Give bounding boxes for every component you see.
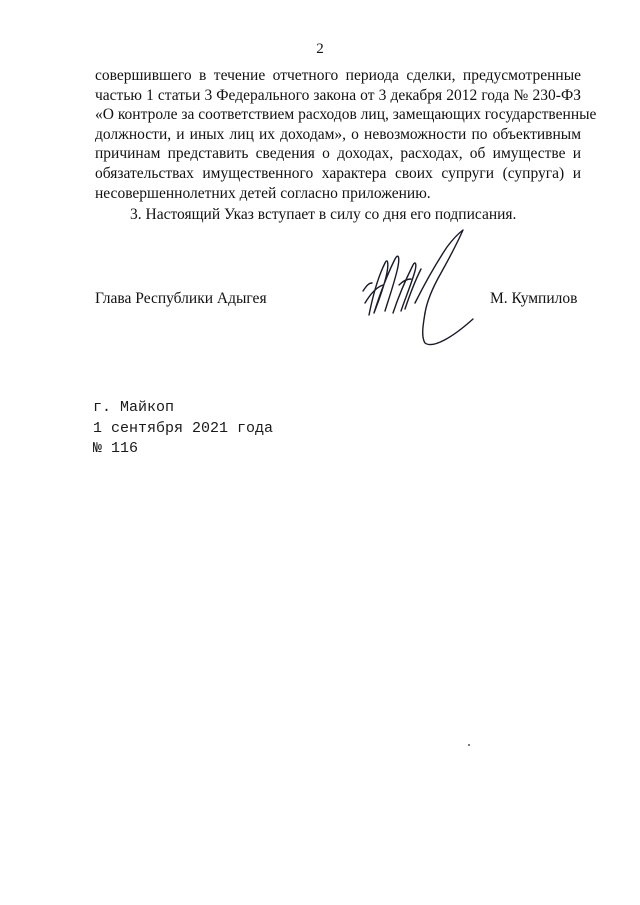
paragraph-line: должности, и иных лиц их доходам», о невозможности по объективным [95, 125, 581, 143]
page-number: 2 [316, 41, 324, 57]
signer-name: М. Кумпилов [490, 290, 578, 307]
paragraph-line: частью 1 статьи 3 Федерального закона от 3 декабря 2012 года № 230-ФЗ [95, 86, 581, 104]
scan-speck [468, 744, 470, 746]
paragraph-line: «О контроле за соответствием расходов лиц, замещающих государственные [95, 106, 597, 124]
paragraph-continued [95, 66, 597, 203]
issue-date: 1 сентября 2021 года [93, 419, 274, 437]
clause-3: 3. Настоящий Указ вступает в силу со дня его подписания. [130, 206, 517, 223]
handwritten-signature [355, 225, 480, 360]
paragraph-line: несовершеннолетних детей согласно приложению. [95, 184, 431, 202]
paragraph-line: совершившего в течение отчетного периода сделки, предусмотренные [95, 67, 581, 84]
issue-city: г. Майкоп [93, 399, 175, 416]
paragraph-line: причинам представить сведения о доходах, расходах, об имуществе и [95, 145, 581, 163]
signer-title: Глава Республики Адыгея [95, 290, 267, 307]
paragraph-line: обязательствах имущественного характера своих супруги (супруга) и [95, 164, 581, 182]
document-number: № 116 [93, 440, 139, 457]
document-meta [93, 398, 273, 460]
